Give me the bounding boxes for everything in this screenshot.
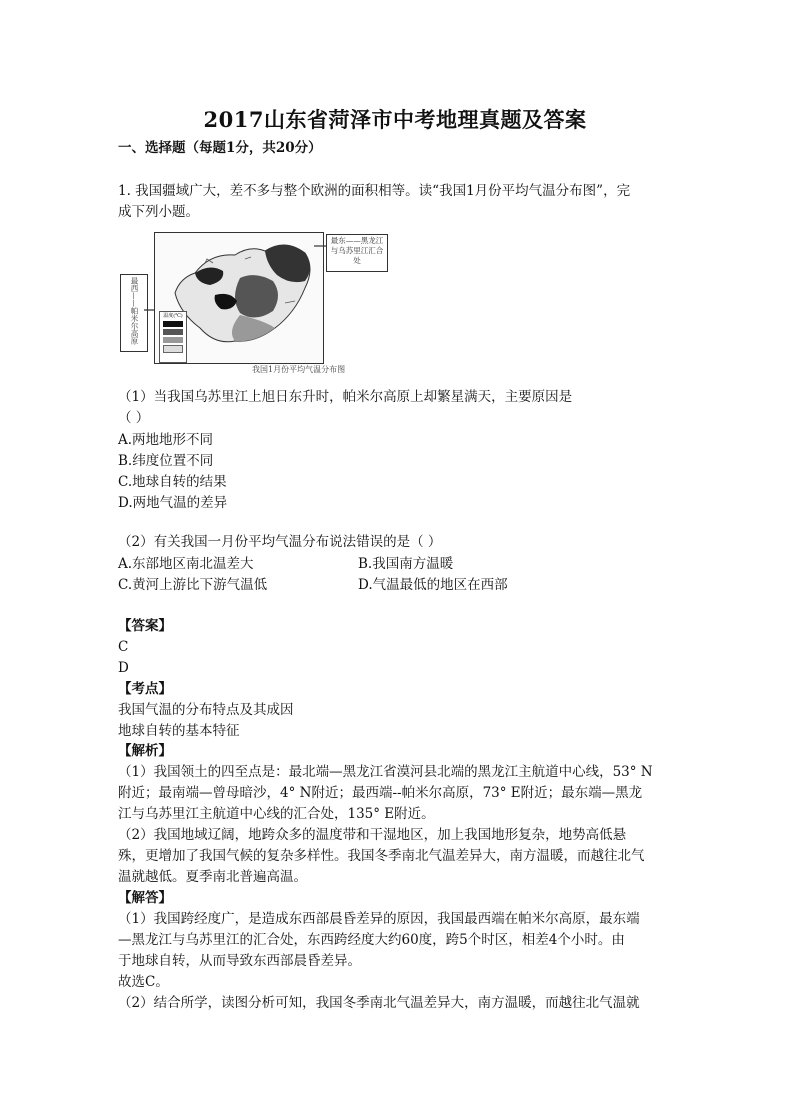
callout-east: 最东——黑龙江与乌苏里江汇合处 — [326, 234, 388, 272]
sub-question-2: （2）有关我国一月份平均气温分布说法错误的是（ ） — [118, 534, 442, 550]
jieda-line: 故选C。 — [118, 974, 169, 990]
callout-west: 最西——帕米尔高原 — [120, 274, 148, 352]
option-b: B.我国南方温暖 — [358, 556, 454, 572]
jiexi-line: 附近；最南端—曾母暗沙，4° N附近；最西端--帕米尔高原，73° E附近；最东端—黑龙 — [118, 785, 643, 801]
jiexi-line: 温就越低。夏季南北普遍高温。 — [118, 869, 307, 885]
question-stem-cont: 成下列小题。 — [118, 204, 199, 220]
temperature-map-figure — [118, 228, 408, 378]
map-caption: 我国1月份平均气温分布图 — [252, 365, 346, 374]
page-title: 2017山东省菏泽市中考地理真题及答案 — [203, 107, 587, 132]
option-d: D.两地气温的差异 — [118, 495, 228, 511]
answer-2: D — [118, 660, 129, 676]
jieda-line: 于地球自转，从而导致东西部晨昏差异。 — [118, 953, 361, 969]
map-legend: 温度(℃) — [159, 311, 187, 363]
kaodian-heading: 【考点】 — [118, 681, 172, 697]
jieda-heading: 【解答】 — [118, 890, 172, 906]
option-a: A.东部地区南北温差大 — [118, 556, 254, 572]
answer-heading: 【答案】 — [118, 618, 172, 634]
option-d: D.气温最低的地区在西部 — [358, 577, 508, 593]
jiexi-line: 殊，更增加了我国气候的复杂多样性。我国冬季南北气温差异大，南方温暖，而越往北气 — [118, 848, 645, 864]
jieda-line: （1）我国跨经度广，是造成东西部晨昏差异的原因，我国最西端在帕米尔高原，最东端 — [118, 911, 640, 927]
jiexi-line: （2）我国地域辽阔，地跨众多的温度带和干湿地区，加上我国地形复杂，地势高低悬 — [118, 827, 627, 843]
kaodian-point: 我国气温的分布特点及其成因 — [118, 702, 294, 718]
jiexi-line: 江与乌苏里江主航道中心线的汇合处，135° E附近。 — [118, 806, 435, 822]
jiexi-line: （1）我国领土的四至点是：最北端—黑龙江省漠河县北端的黑龙江主航道中心线，53° N — [118, 764, 653, 780]
jieda-line: （2）结合所学，读图分析可知，我国冬季南北气温差异大，南方温暖，而越往北气温就 — [118, 995, 640, 1011]
kaodian-point: 地球自转的基本特征 — [118, 723, 240, 739]
question-stem: 1. 我国疆域广大，差不多与整个欧洲的面积相等。读“我国1月份平均气温分布图”，完 — [118, 183, 631, 199]
option-a: A.两地地形不同 — [118, 432, 214, 448]
china-january-temperature-map — [154, 232, 324, 364]
section-heading: 一、选择题（每题1分，共20分） — [118, 140, 322, 156]
jiexi-heading: 【解析】 — [118, 743, 172, 759]
sub-question-1-blank: （ ） — [118, 410, 150, 426]
jieda-line: —黑龙江与乌苏里江的汇合处，东西跨经度大约60度，跨5个时区，相差4个小时。由 — [118, 932, 625, 948]
option-c: C.地球自转的结果 — [118, 474, 227, 490]
option-b: B.纬度位置不同 — [118, 453, 214, 469]
option-c: C.黄河上游比下游气温低 — [118, 577, 268, 593]
answer-1: C — [118, 639, 129, 655]
sub-question-1: （1）当我国乌苏里江上旭日东升时，帕米尔高原上却繁星满天，主要原因是 — [118, 389, 573, 405]
